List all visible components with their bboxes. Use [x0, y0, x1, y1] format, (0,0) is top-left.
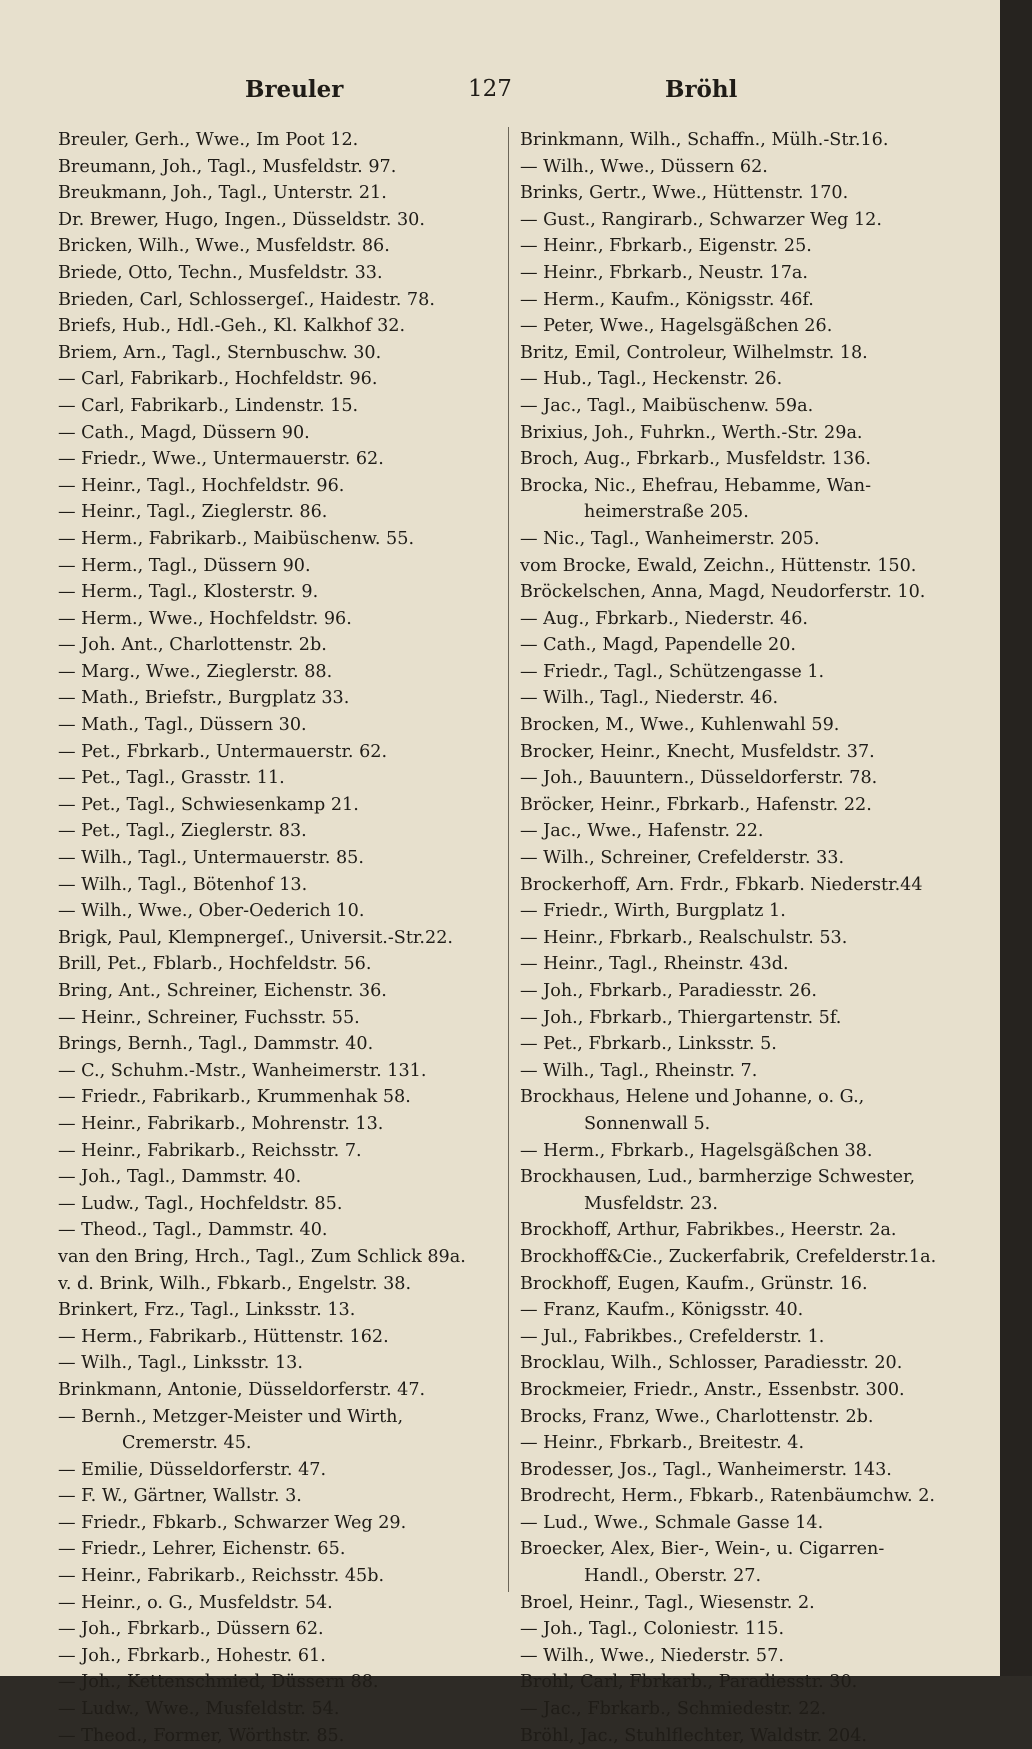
directory-entry: — Joh., Tagl., Coloniestr. 115. — [520, 1619, 785, 1640]
directory-entry: Brockerhoff, Arn. Frdr., Fbkarb. Niederstr.44 — [520, 874, 923, 895]
directory-entry: — Joh., Fbrkarb., Hohestr. 61. — [58, 1645, 326, 1666]
directory-entry: Cremerstr. 45. — [122, 1433, 252, 1454]
directory-entry: — Heinr., Schreiner, Fuchsstr. 55. — [58, 1007, 360, 1028]
directory-entry: — Carl, Fabrikarb., Lindenstr. 15. — [58, 395, 359, 416]
directory-entry: — Pet., Tagl., Grasstr. 11. — [58, 768, 285, 789]
directory-entry: — Ludw., Wwe., Musfeldstr. 54. — [58, 1699, 340, 1720]
directory-entry: — Herm., Fabrikarb., Maibüschenw. 55. — [58, 528, 415, 549]
left-column — [58, 127, 498, 1749]
directory-entry: — Joh., Kettenschmied, Düssern 88. — [58, 1672, 379, 1693]
directory-entry: — Heinr., Fbrkarb., Realschulstr. 53. — [520, 927, 848, 948]
directory-entry: — Peter, Wwe., Hagelsgäßchen 26. — [520, 316, 833, 337]
directory-entry: van den Bring, Hrch., Tagl., Zum Schlick 89a. — [58, 1246, 466, 1267]
directory-entry: — Ludw., Tagl., Hochfeldstr. 85. — [58, 1193, 343, 1214]
directory-entry: — Pet., Tagl., Schwiesenkamp 21. — [58, 794, 359, 815]
directory-entry: Bröhl, Jac., Stuhlflechter, Waldstr. 204. — [520, 1725, 868, 1746]
directory-entry: Breumann, Joh., Tagl., Musfeldstr. 97. — [58, 156, 397, 177]
directory-entry: — Herm., Kaufm., Königsstr. 46f. — [520, 289, 814, 310]
directory-entry: — Gust., Rangirarb., Schwarzer Weg 12. — [520, 209, 882, 230]
directory-entry: — Herm., Tagl., Düssern 90. — [58, 555, 311, 576]
directory-entry: — Heinr., Fabrikarb., Mohrenstr. 13. — [58, 1113, 384, 1134]
directory-entry: heimerstraße 205. — [584, 502, 749, 523]
directory-entry: — Heinr., Fabrikarb., Reichsstr. 45b. — [58, 1566, 385, 1587]
right-column — [520, 127, 960, 1749]
directory-entry: — Jac., Fbrkarb., Schmiedestr. 22. — [520, 1699, 827, 1720]
directory-entry: — Heinr., Fbrkarb., Eigenstr. 25. — [520, 236, 812, 257]
directory-entry: Briede, Otto, Techn., Musfeldstr. 33. — [58, 262, 383, 283]
directory-entry: Bröckelschen, Anna, Magd, Neudorferstr. 10. — [520, 582, 926, 603]
directory-entry: — Lud., Wwe., Schmale Gasse 14. — [520, 1512, 824, 1533]
directory-entry: Broel, Heinr., Tagl., Wiesenstr. 2. — [520, 1592, 815, 1613]
directory-entry: — Joh., Fbrkarb., Thiergartenstr. 5f. — [520, 1007, 842, 1028]
directory-entry: Bricken, Wilh., Wwe., Musfeldstr. 86. — [58, 236, 390, 257]
page-number: 127 — [468, 76, 512, 102]
directory-entry: Brigk, Paul, Klempnergeſ., Universit.-Str.22. — [58, 927, 453, 948]
directory-entry: Brockhoff, Eugen, Kaufm., Grünstr. 16. — [520, 1273, 868, 1294]
directory-entry: — Heinr., Fbrkarb., Breitestr. 4. — [520, 1433, 805, 1454]
directory-entry: — Pet., Fbrkarb., Untermauerstr. 62. — [58, 741, 388, 762]
directory-entry: Brill, Pet., Fblarb., Hochfeldstr. 56. — [58, 954, 372, 975]
directory-entry: — Wilh., Tagl., Linksstr. 13. — [58, 1353, 303, 1374]
directory-entry: Broch, Aug., Fbrkarb., Musfeldstr. 136. — [520, 449, 871, 470]
directory-entry: — Pet., Fbrkarb., Linksstr. 5. — [520, 1034, 777, 1055]
directory-entry: Brocklau, Wilh., Schlosser, Paradiesstr. 20. — [520, 1353, 903, 1374]
directory-entry: — Carl, Fabrikarb., Hochfeldstr. 96. — [58, 369, 378, 390]
directory-entry: Brocken, M., Wwe., Kuhlenwahl 59. — [520, 715, 840, 736]
directory-entry: — Wilh., Schreiner, Crefelderstr. 33. — [520, 848, 845, 869]
directory-entry: Brockhoff, Arthur, Fabrikbes., Heerstr. 2a. — [520, 1220, 897, 1241]
directory-entry: — F. W., Gärtner, Wallstr. 3. — [58, 1486, 302, 1507]
directory-entry: — Math., Tagl., Düssern 30. — [58, 715, 307, 736]
directory-entry: Brings, Bernh., Tagl., Dammstr. 40. — [58, 1034, 374, 1055]
directory-entry: Brohl, Carl, Fbrkarb., Paradiesstr. 30. — [520, 1672, 858, 1693]
directory-entry: — Math., Briefstr., Burgplatz 33. — [58, 688, 350, 709]
directory-entry: — Friedr., Fabrikarb., Krummenhak 58. — [58, 1087, 411, 1108]
directory-entry: Musfeldstr. 23. — [584, 1193, 718, 1214]
directory-entry: Brinkmann, Antonie, Düsseldorferstr. 47. — [58, 1379, 426, 1400]
directory-entry: — Bernh., Metzger-Meister und Wirth, — [58, 1406, 404, 1427]
directory-entry: Brodesser, Jos., Tagl., Wanheimerstr. 143. — [520, 1459, 892, 1480]
column-divider — [508, 127, 509, 1592]
directory-entry: Bring, Ant., Schreiner, Eichenstr. 36. — [58, 981, 387, 1001]
page-header — [40, 72, 940, 112]
directory-entry: — Joh., Bauuntern., Düsseldorferstr. 78. — [520, 768, 878, 789]
directory-entry: Brocks, Franz, Wwe., Charlottenstr. 2b. — [520, 1406, 874, 1427]
directory-entry: — Wilh., Tagl., Bötenhof 13. — [58, 874, 308, 895]
directory-entry: — Joh., Fbrkarb., Paradiesstr. 26. — [520, 981, 817, 1001]
directory-entry: — Heinr., Tagl., Rheinstr. 43d. — [520, 954, 789, 975]
directory-entry: — Hub., Tagl., Heckenstr. 26. — [520, 369, 783, 390]
directory-entry: Broecker, Alex, Bier-, Wein-, u. Cigarren- — [520, 1539, 885, 1560]
directory-entry: — Joh. Ant., Charlottenstr. 2b. — [58, 635, 327, 656]
directory-entry: Dr. Brewer, Hugo, Ingen., Düsseldstr. 30. — [58, 209, 425, 230]
directory-entry: — Heinr., Fabrikarb., Reichsstr. 7. — [58, 1140, 362, 1161]
directory-entry: Briem, Arn., Tagl., Sternbuschw. 30. — [58, 342, 382, 363]
directory-entry: Brinkert, Frz., Tagl., Linksstr. 13. — [58, 1300, 356, 1321]
directory-entry: — Friedr., Tagl., Schützengasse 1. — [520, 661, 825, 682]
directory-entry: Brixius, Joh., Fuhrkn., Werth.-Str. 29a. — [520, 422, 863, 443]
directory-entry: — Wilh., Wwe., Ober-Oederich 10. — [58, 901, 365, 922]
directory-entry: Brockhausen, Lud., barmherzige Schwester, — [520, 1167, 916, 1188]
page-edge — [1000, 0, 1032, 1676]
directory-entry: — Emilie, Düsseldorferstr. 47. — [58, 1459, 327, 1480]
directory-entry: v. d. Brink, Wilh., Fbkarb., Engelstr. 38. — [58, 1273, 412, 1294]
directory-entry: — Herm., Fbrkarb., Hagelsgäßchen 38. — [520, 1140, 873, 1161]
directory-entry: — Heinr., Fbrkarb., Neustr. 17a. — [520, 262, 809, 283]
directory-entry: — Wilh., Tagl., Untermauerstr. 85. — [58, 848, 364, 869]
directory-entry: — Heinr., Tagl., Zieglerstr. 86. — [58, 502, 328, 523]
directory-entry: — Nic., Tagl., Wanheimerstr. 205. — [520, 528, 820, 549]
directory-entry: — Herm., Wwe., Hochfeldstr. 96. — [58, 608, 352, 629]
directory-entry: vom Brocke, Ewald, Zeichn., Hüttenstr. 150. — [520, 555, 917, 576]
header-left-catchword: Breuler — [245, 76, 344, 103]
directory-entry: — Heinr., o. G., Musfeldstr. 54. — [58, 1592, 333, 1613]
directory-entry: Brocka, Nic., Ehefrau, Hebamme, Wan- — [520, 475, 872, 496]
directory-entry: — Jac., Tagl., Maibüschenw. 59a. — [520, 395, 814, 416]
directory-entry: — Wilh., Tagl., Niederstr. 46. — [520, 688, 779, 709]
directory-entry: — Friedr., Wirth, Burgplatz 1. — [520, 901, 786, 922]
directory-entry: Breuler, Gerh., Wwe., Im Poot 12. — [58, 130, 359, 150]
directory-entry: — Joh., Fbrkarb., Düssern 62. — [58, 1619, 324, 1640]
directory-entry: — Theod., Tagl., Dammstr. 40. — [58, 1220, 328, 1241]
directory-entry: Sonnenwall 5. — [584, 1113, 711, 1134]
directory-entry: Brockhaus, Helene und Johanne, o. G., — [520, 1087, 865, 1108]
directory-entry: Brockmeier, Friedr., Anstr., Essenbstr. 300. — [520, 1379, 905, 1400]
directory-entry: Brocker, Heinr., Knecht, Musfeldstr. 37. — [520, 741, 875, 762]
directory-entry: — Herm., Fabrikarb., Hüttenstr. 162. — [58, 1326, 389, 1347]
directory-entry: — Wilh., Wwe., Düssern 62. — [520, 156, 768, 177]
directory-entry: — Friedr., Wwe., Untermauerstr. 62. — [58, 449, 384, 470]
directory-entry: — Pet., Tagl., Zieglerstr. 83. — [58, 821, 307, 842]
directory-entry: — Cath., Magd, Düssern 90. — [58, 422, 310, 443]
header-right-catchword: Bröhl — [665, 76, 738, 103]
directory-entry: — Heinr., Tagl., Hochfeldstr. 96. — [58, 475, 345, 496]
directory-entry: — Marg., Wwe., Zieglerstr. 88. — [58, 661, 333, 682]
directory-entry: — Franz, Kaufm., Königsstr. 40. — [520, 1300, 804, 1321]
directory-entry: — Jac., Wwe., Hafenstr. 22. — [520, 821, 764, 842]
directory-entry: Brinks, Gertr., Wwe., Hüttenstr. 170. — [520, 183, 849, 204]
directory-entry: Handl., Oberstr. 27. — [584, 1566, 762, 1587]
directory-entry: — Herm., Tagl., Klosterstr. 9. — [58, 582, 319, 603]
directory-entry: Britz, Emil, Controleur, Wilhelmstr. 18. — [520, 342, 868, 363]
directory-entry: — Theod., Former, Wörthstr. 85. — [58, 1725, 345, 1746]
directory-entry: — Aug., Fbrkarb., Niederstr. 46. — [520, 608, 809, 629]
directory-entry: Bröcker, Heinr., Fbrkarb., Hafenstr. 22. — [520, 794, 872, 815]
directory-entry: — Friedr., Lehrer, Eichenstr. 65. — [58, 1539, 346, 1560]
directory-entry: — Friedr., Fbkarb., Schwarzer Weg 29. — [58, 1512, 407, 1533]
directory-entry: — Wilh., Wwe., Niederstr. 57. — [520, 1645, 784, 1666]
directory-entry: — Wilh., Tagl., Rheinstr. 7. — [520, 1060, 758, 1081]
directory-entry: — Cath., Magd, Papendelle 20. — [520, 635, 796, 656]
directory-entry: Brockhoff&Cie., Zuckerfabrik, Crefelderstr.1a. — [520, 1246, 937, 1267]
directory-entry: Brodrecht, Herm., Fbkarb., Ratenbäumchw. 2. — [520, 1486, 935, 1507]
directory-entry: — Joh., Tagl., Dammstr. 40. — [58, 1167, 302, 1188]
directory-entry: — Jul., Fabrikbes., Crefelderstr. 1. — [520, 1326, 825, 1347]
directory-entry: Brinkmann, Wilh., Schaffn., Mülh.-Str.16. — [520, 130, 889, 150]
directory-entry: — C., Schuhm.-Mstr., Wanheimerstr. 131. — [58, 1060, 427, 1081]
directory-entry: Brieden, Carl, Schlossergeſ., Haidestr. 78. — [58, 289, 435, 310]
directory-entry: Breukmann, Joh., Tagl., Unterstr. 21. — [58, 183, 387, 204]
directory-entry: Briefs, Hub., Hdl.-Geh., Kl. Kalkhof 32. — [58, 316, 406, 337]
